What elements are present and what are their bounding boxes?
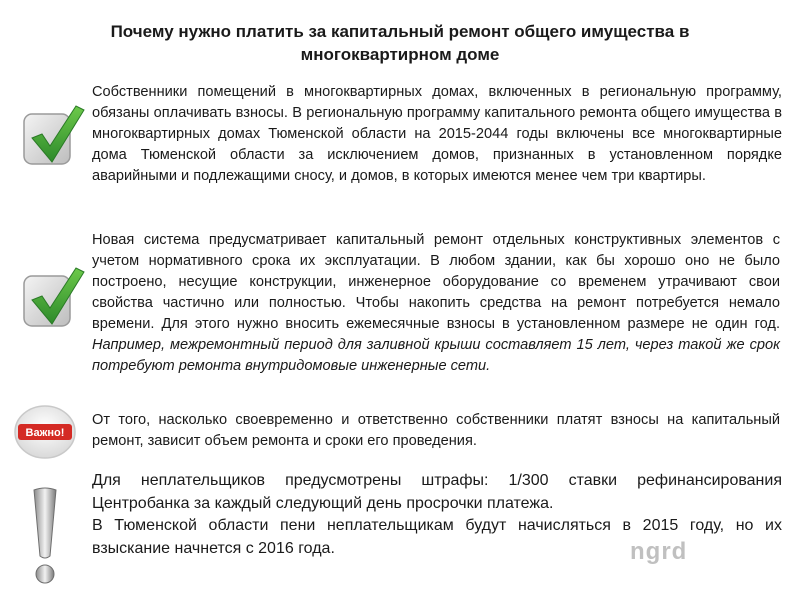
- paragraph-new-system-example: Например, межремонтный период для заливной крыши составляет 15 лет, через такой же срок потребуют ремонта внутридомовые инженерные сети.: [92, 337, 780, 374]
- important-stamp-icon: [12, 402, 78, 462]
- important-stamp-label: Важно!: [25, 427, 65, 439]
- page-title: Почему нужно платить за капитальный ремонт общего имущества в многоквартирном доме: [110, 22, 690, 64]
- checkmark-icon: [20, 100, 86, 170]
- exclamation-icon: [30, 486, 60, 586]
- paragraph-penalties-text2: В Тюменской области пени неплательщикам будут начисляться в 2015 году, но их взыскание начнется с 2016 года.: [92, 517, 782, 557]
- paragraph-regional-program: Собственники помещений в многоквартирных домах, включенных в региональную программу, обязаны оплачивать взносы. В региональную программу капитального ремонта общего имущества в многоквартирных домах Тюменской области на 2015-2044 годы включены все многоквартирные дома Тюменской области за исключением домов, признанных в установленном порядке аварийными и подлежащими сносу, и домов, в которых имеются менее чем три квартиры.: [92, 84, 782, 184]
- paragraph-new-system-text: Новая система предусматривает капитальный ремонт отдельных конструктивных элементов с учетом нормативного срока их эксплуатации. В любом здании, как бы хорошо оно не было построено, несущие конструкции, инженерное оборудование со временем утрачивают свои свойства частично или полностью. Чтобы накопить средства на ремонт потребуется немало времени. Для этого нужно вносить ежемесячные взносы в установленном размере не один год.: [92, 232, 780, 332]
- paragraph-new-system: [92, 230, 780, 377]
- paragraph-penalties-text: Для неплательщиков предусмотрены штрафы: 1/300 ставки рефинансирования Центробанка за каждый следующий день просрочки платежа.: [92, 472, 782, 512]
- watermark: ngrd: [630, 538, 688, 565]
- paragraph-responsibility: От того, насколько своевременно и ответственно собственники платят взносы на капитальный ремонт, зависит объем ремонта и сроки его проведения.: [92, 412, 780, 449]
- checkmark-icon: [20, 262, 86, 332]
